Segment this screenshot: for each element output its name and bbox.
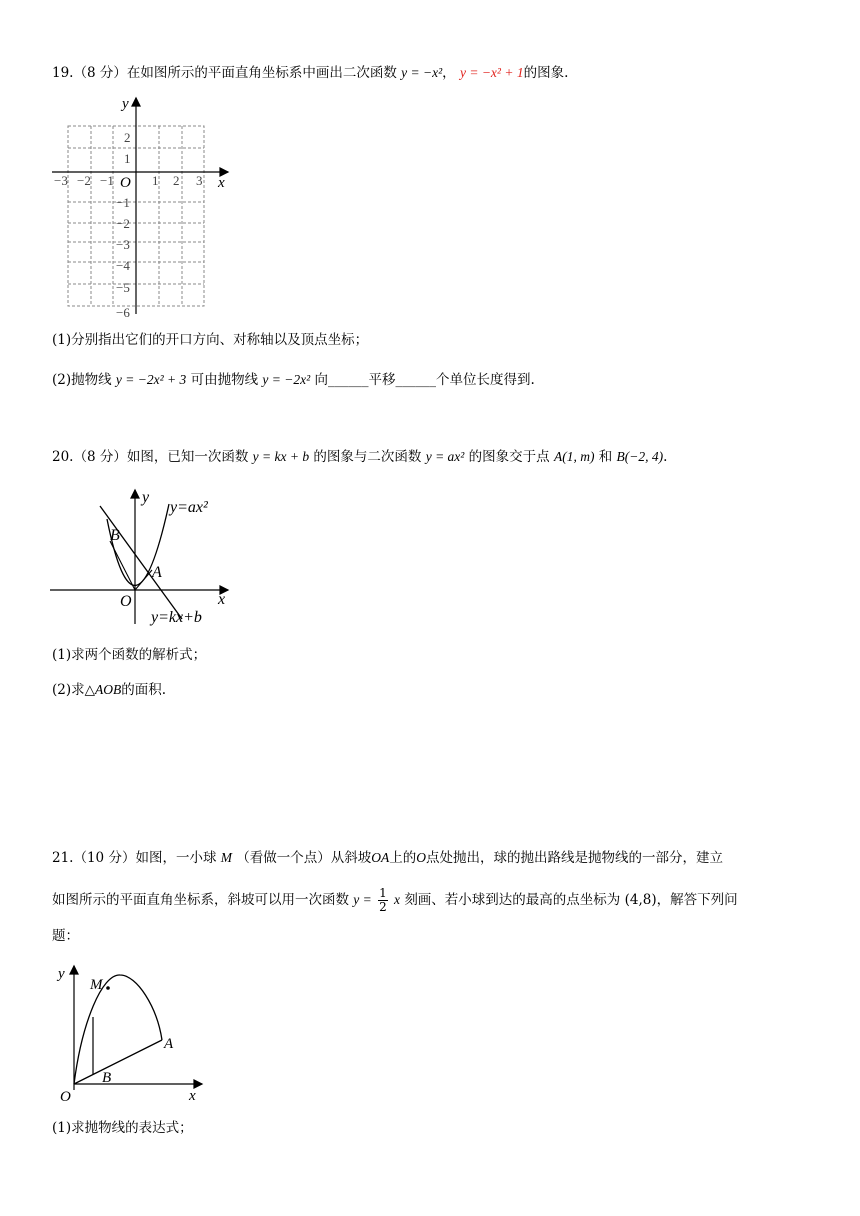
q20-point-b: B(−2, 4) bbox=[616, 449, 664, 464]
q21-line2 bbox=[52, 887, 738, 914]
q19-ytick-n2: −2 bbox=[116, 216, 130, 231]
q19-part2-function-2: y = −2x² bbox=[262, 372, 311, 387]
q19-ytick-1: 1 bbox=[124, 151, 131, 166]
q20-header bbox=[52, 447, 667, 467]
q20-label-x: x bbox=[218, 591, 226, 608]
q20-label-o: O bbox=[120, 593, 132, 610]
q19-header-text: 19.（8 分）在如图所示的平面直角坐标系中画出二次函数 bbox=[52, 65, 397, 81]
q19-tail: 的图象. bbox=[523, 65, 569, 81]
q20-header-mid2: 的图象交于点 bbox=[468, 449, 550, 465]
q20-header-mid1: 的图象与二次函数 bbox=[313, 449, 422, 465]
q19-part1: (1)分别指出它们的开口方向、对称轴以及顶点坐标； bbox=[52, 332, 369, 348]
q21-highest-point: (4,8) bbox=[624, 892, 657, 908]
q21-label-m: M bbox=[90, 977, 103, 993]
q20-part2-text-b: 的面积. bbox=[121, 682, 167, 698]
q21-parabola bbox=[74, 975, 162, 1084]
q19-ytick-n1: −1 bbox=[116, 195, 130, 210]
q19-origin-label: O bbox=[120, 175, 131, 191]
q21-label-y: y bbox=[58, 966, 65, 982]
q19-xtick-n1: −1 bbox=[100, 173, 114, 188]
q19-xtick-n3: −3 bbox=[54, 173, 68, 188]
q20-curve-label: y=ax² bbox=[170, 499, 208, 516]
q20-line bbox=[100, 506, 182, 619]
q20-header-text: 20.（8 分）如图，已知一次函数 bbox=[52, 449, 249, 465]
q20-part2 bbox=[52, 680, 166, 700]
q19-part2-text-c: 向______平移______个单位长度得到. bbox=[314, 372, 535, 388]
q19-function-2: y = −x² + 1 bbox=[459, 65, 524, 80]
q19-ytick-n6: −6 bbox=[116, 305, 130, 320]
q21-line2-b: 刻画、若小球到达的最高的点坐标为 bbox=[404, 892, 621, 908]
q19-header bbox=[52, 63, 568, 83]
q20-part2-text-a: (2)求 bbox=[52, 682, 85, 698]
q21-header-d: 点处抛出，球的抛出路线是抛物线的一部分，建立 bbox=[426, 850, 724, 866]
q21-line2-x: x bbox=[394, 892, 401, 907]
q21-ball-m: M bbox=[220, 850, 232, 865]
q19-part2-function-1: y = −2x² + 3 bbox=[115, 372, 187, 387]
q21-fraction-denominator: 2 bbox=[379, 900, 387, 914]
q19-y-label: y bbox=[122, 96, 129, 112]
q20-label-a: A bbox=[152, 564, 162, 581]
q19-function-1: y = −x² bbox=[401, 65, 443, 80]
q20-line-label: y=kx+b bbox=[151, 609, 202, 626]
q19-xtick-n2: −2 bbox=[77, 173, 91, 188]
q21-header-c: 上的 bbox=[389, 850, 417, 866]
q21-point-m bbox=[106, 986, 110, 990]
q21-label-b: B bbox=[102, 1070, 112, 1086]
q21-slope-line bbox=[74, 1040, 162, 1084]
q21-slope-oa: OA bbox=[371, 850, 390, 865]
q20-linear-function: y = kx + b bbox=[252, 449, 310, 464]
q21-fraction-numerator: 1 bbox=[379, 886, 387, 900]
q20-label-b: B bbox=[110, 527, 120, 544]
q19-xtick-2: 2 bbox=[173, 173, 180, 188]
q20-segment-oa bbox=[135, 570, 152, 590]
q21-point-o: O bbox=[416, 850, 427, 865]
q20-and: 和 bbox=[598, 449, 613, 465]
q19-x-label: x bbox=[218, 175, 225, 191]
q20-part1: (1)求两个函数的解析式； bbox=[52, 647, 207, 663]
q20-end: . bbox=[663, 449, 668, 465]
q19-xtick-3: 3 bbox=[196, 173, 203, 188]
q19-ytick-n3: −3 bbox=[116, 237, 130, 252]
q21-line3: 题： bbox=[52, 928, 79, 944]
q19-ytick-n5: −5 bbox=[116, 280, 130, 295]
q21-label-o: O bbox=[60, 1089, 71, 1104]
q19-ytick-2: 2 bbox=[124, 130, 131, 145]
q20-label-y: y bbox=[142, 489, 150, 506]
q19-part2-text-a: (2)抛物线 bbox=[52, 372, 112, 388]
q20-figure bbox=[48, 484, 248, 634]
q21-figure bbox=[52, 962, 212, 1104]
q21-line2-a: 如图所示的平面直角坐标系，斜坡可以用一次函数 bbox=[52, 892, 349, 908]
q20-triangle: △AOB bbox=[84, 682, 122, 697]
q21-part1: (1)求抛物线的表达式； bbox=[52, 1120, 193, 1136]
q19-ytick-n4: −4 bbox=[116, 258, 130, 273]
q21-fraction bbox=[378, 887, 388, 914]
q19-separator: ， bbox=[442, 65, 456, 81]
q20-point-a: A(1, m) bbox=[553, 449, 595, 464]
q20-quadratic-function: y = ax² bbox=[425, 449, 465, 464]
q21-line2-c: ，解答下列问 bbox=[656, 892, 738, 908]
q21-label-x: x bbox=[189, 1088, 196, 1104]
q21-header bbox=[52, 848, 723, 868]
q21-header-a: 21.（10 分）如图，一小球 bbox=[52, 850, 217, 866]
q19-part2 bbox=[52, 370, 535, 390]
q19-xtick-1: 1 bbox=[152, 173, 159, 188]
q19-grid-figure bbox=[48, 92, 238, 322]
q21-line2-y: y = bbox=[353, 892, 372, 907]
q21-label-a: A bbox=[164, 1036, 174, 1052]
q19-part2-text-b: 可由抛物线 bbox=[190, 372, 259, 388]
q21-header-b: （看做一个点）从斜坡 bbox=[236, 850, 372, 866]
